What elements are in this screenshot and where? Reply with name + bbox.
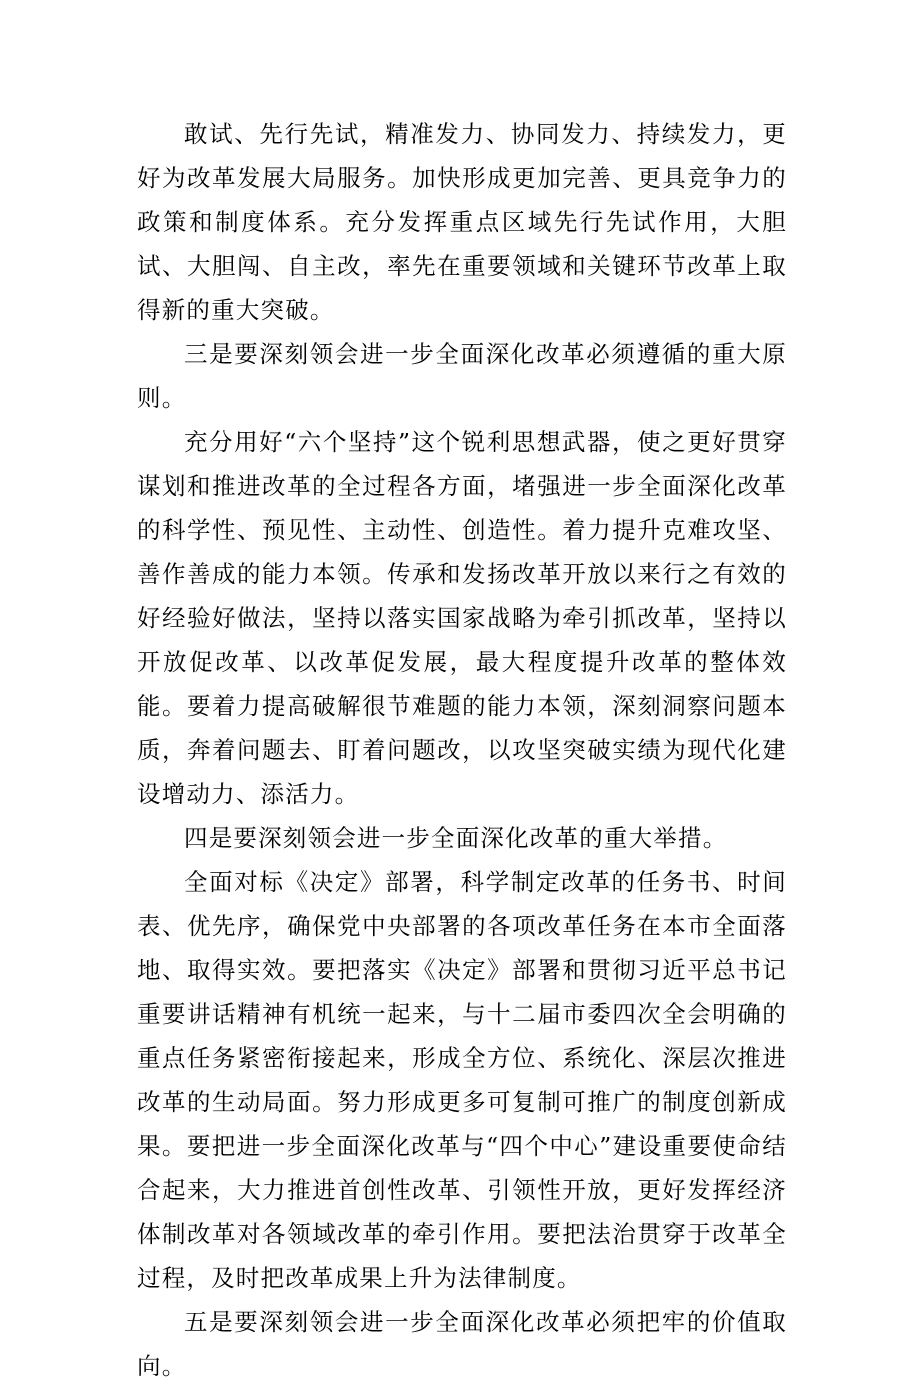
section-heading-4: 四是要深刻领会进一步全面深化改革的重大举措。 [184,824,728,852]
paragraph-body-3: 全面对标《决定》部署，科学制定改革的任务书、时间表、优先序，确保党中央部署的各项改革任务在本市全面落地、取得实效。要把落实《决定》部署和贯彻习近平总书记重要讲话精神有机统一起来，与十二届市委四次全会明确的重点任务紧密衔接起来，形成全方位、系统化、深层次推进改革的生动局面。努力形成更多可复制可推广的制度创新成果。要把进一步全面深化改革与“四个中心”建设重要使命结合起来，大力推进首创性改革、引领性开放，更好发挥经济体制改革对各领域改革的牵引作用。要把法治贯穿于改革全过程，及时把改革成果上升为法律制度。 [137,868,787,1292]
paragraph-body-1: 敢试、先行先试，精准发力、协同发力、持续发力，更好为改革发展大局服务。加快形成更加完善、更具竞争力的政策和制度体系。充分发挥重点区域先行先试作用，大胆试、大胆闯、自主改，率先在重要领域和关键环节改革上取得新的重大突破。 [137,120,787,324]
section-heading-5: 五是要深刻领会进一步全面深化改革必须把牢的价值取向。 [137,1308,787,1380]
section-heading-3: 三是要深刻领会进一步全面深化改革必须遵循的重大原则。 [137,340,787,412]
document-page [137,112,787,1388]
paragraph-body-2: 充分用好“六个坚持”这个锐利思想武器，使之更好贯穿谋划和推进改革的全过程各方面，堵强进一步全面深化改革的科学性、预见性、主动性、创造性。着力提升克难攻坚、善作善成的能力本领。传承和发扬改革开放以来行之有效的好经验好做法，坚持以落实国家战略为牵引抓改革，坚持以开放促改革、以改革促发展，最大程度提升改革的整体效能。要着力提高破解很节难题的能力本领，深刻洞察问题本质，奔着问题去、盯着问题改，以攻坚突破实绩为现代化建设增动力、添活力。 [137,428,787,808]
